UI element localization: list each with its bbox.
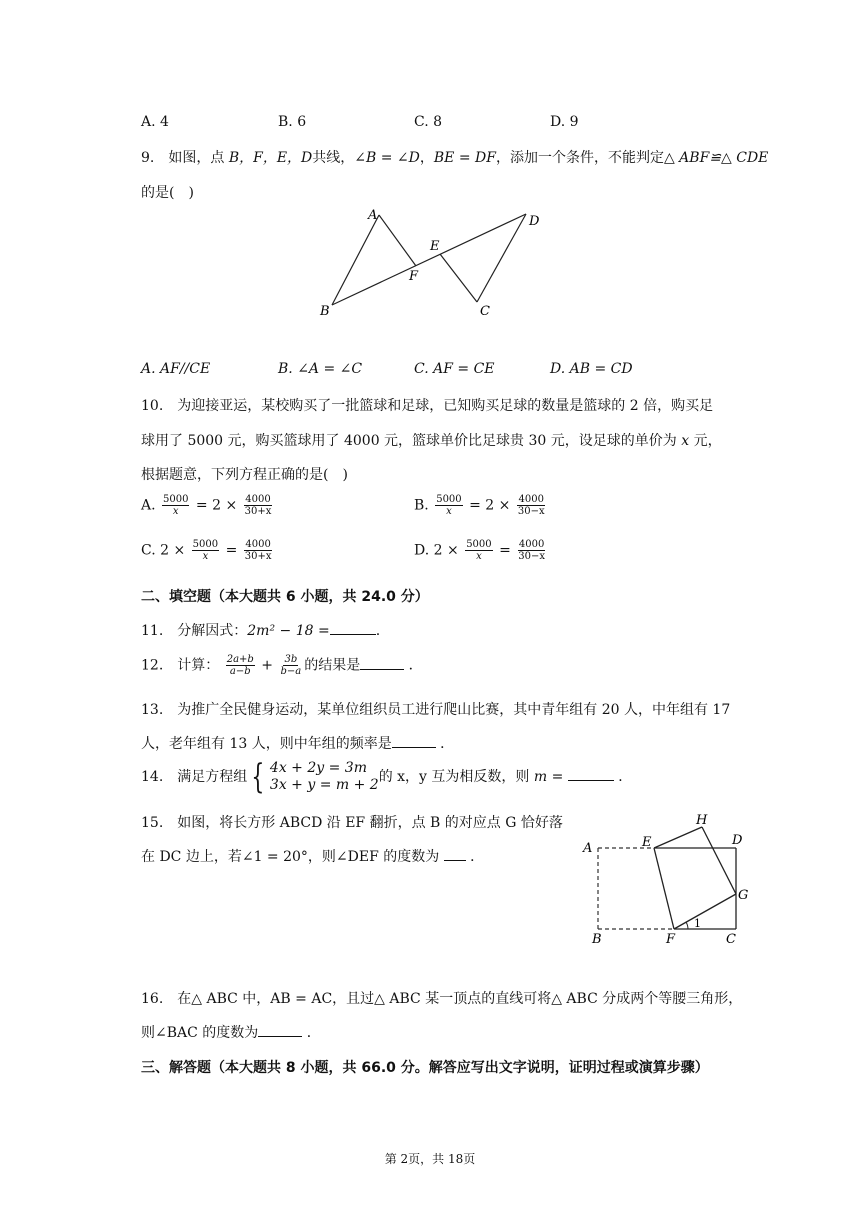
q10-d-op: 2 × bbox=[433, 542, 459, 559]
frac-num: 2a+b bbox=[226, 654, 254, 665]
q10-line2-text: 球用了 5000 元，购买篮球用了 4000 元，篮球单价比足球贵 30 元，设足球的单价为 bbox=[141, 433, 677, 449]
frac-den: x bbox=[446, 506, 452, 517]
frac-num: 4000 bbox=[245, 494, 271, 505]
q10-a-label: A. bbox=[141, 497, 156, 514]
q10-c-frac1 bbox=[192, 539, 219, 562]
q14-eq1: 4x + 2y = 3m bbox=[269, 760, 367, 776]
q11-expr: 2m² − 18 = bbox=[247, 623, 330, 639]
q10-line2-end: 元， bbox=[693, 433, 722, 449]
q10-option-a bbox=[141, 494, 274, 517]
q14 bbox=[141, 757, 633, 797]
frac-den: x bbox=[476, 551, 482, 562]
frac-den: 30+x bbox=[244, 551, 272, 562]
q16-line2-text: 则∠BAC 的度数为 bbox=[141, 1025, 259, 1041]
q10-a-frac1 bbox=[162, 494, 189, 517]
q16-line2 bbox=[141, 1022, 321, 1042]
q12-plus: + bbox=[261, 657, 274, 674]
q13-end: ． bbox=[440, 736, 455, 752]
q10-c-op: 2 × bbox=[160, 542, 186, 559]
q11-end: . bbox=[375, 623, 381, 639]
q15-label-angle1: 1 bbox=[694, 917, 701, 930]
answer-blank[interactable] bbox=[568, 780, 614, 781]
q9-points: B，F，E，D bbox=[228, 150, 313, 166]
q15-label-d: D bbox=[732, 833, 743, 848]
q15-label-c: C bbox=[726, 932, 736, 947]
q16-line1: 16. 在△ ABC 中，AB = AC，且过△ ABC 某一顶点的直线可将△ ABC 分成两个等腰三角形， bbox=[141, 991, 743, 1007]
q15-label-a: A bbox=[583, 841, 593, 856]
q10-option-d bbox=[414, 539, 548, 562]
frac-den: 30+x bbox=[244, 506, 272, 517]
q14-m-eq: m = bbox=[533, 769, 564, 785]
q10-line2 bbox=[141, 430, 722, 450]
q10-option-b bbox=[414, 494, 548, 517]
q12-suffix: 的结果是 bbox=[304, 657, 361, 674]
q10-d-frac2 bbox=[517, 539, 546, 562]
q9-stem-line2: 的是( ) bbox=[141, 185, 194, 201]
q15-label-h: H bbox=[696, 813, 708, 828]
q16-end: ． bbox=[306, 1025, 321, 1041]
q15-label-g: G bbox=[738, 888, 749, 903]
q9-option-d: D. AB = CD bbox=[550, 361, 633, 377]
q15-figure bbox=[578, 808, 753, 948]
q10-b-op: = 2 × bbox=[469, 497, 511, 514]
q15-line2 bbox=[141, 846, 484, 866]
q9-option-b: B. ∠A = ∠C bbox=[278, 361, 363, 377]
q10-c-eq: = bbox=[225, 542, 238, 559]
q9-label-a: A bbox=[368, 208, 378, 223]
frac-num: 3b bbox=[284, 654, 298, 665]
q13-line1: 13. 为推广全民健身运动，某单位组织员工进行爬山比赛，其中青年组有 20 人，中年组有 17 bbox=[141, 702, 731, 718]
q15-line1: 15. 如图，将长方形 ABCD 沿 EF 翻折，点 B 的对应点 G 恰好落 bbox=[141, 815, 563, 831]
q9-condition: ，添加一个条件，不能判定 bbox=[495, 150, 664, 166]
frac-num: 5000 bbox=[436, 494, 462, 505]
q10-option-c bbox=[141, 539, 275, 562]
frac-den: x bbox=[172, 506, 179, 517]
q10-c-label: C. bbox=[141, 542, 156, 559]
q14-prefix: 14. 满足方程组 bbox=[141, 769, 248, 785]
q13-line2 bbox=[141, 733, 454, 753]
q12-frac2 bbox=[279, 654, 302, 677]
q9-triangle-congruence: △ ABF≌△ CDE bbox=[663, 150, 769, 166]
answer-blank[interactable] bbox=[392, 747, 436, 748]
q14-end: ． bbox=[618, 769, 633, 785]
frac-num: 4000 bbox=[245, 539, 271, 550]
q15-label-b: B bbox=[592, 932, 602, 947]
q15-line2-text: 在 DC 边上，若∠1 = 20°，则∠DEF 的度数为 bbox=[141, 849, 440, 865]
frac-den: x bbox=[202, 551, 209, 562]
answer-blank[interactable] bbox=[360, 669, 404, 670]
q10-line1: 10. 为迎接亚运，某校购买了一批篮球和足球，已知购买足球的数量是篮球的 2 倍，购买足 bbox=[141, 398, 714, 414]
frac-num: 5000 bbox=[163, 494, 189, 505]
q12-prefix: 12. 计算： bbox=[141, 657, 220, 674]
q10-c-frac2 bbox=[244, 539, 273, 562]
q10-a-op: = 2 × bbox=[195, 497, 238, 514]
q9-seg-eq: BE = DF bbox=[433, 150, 496, 166]
frac-den: 30−x bbox=[518, 551, 546, 562]
frac-num: 4000 bbox=[518, 539, 545, 550]
section-heading-solutions: 三、解答题（本大题共 8 小题，共 66.0 分。解答应写出文字说明，证明过程或演算步骤） bbox=[141, 1060, 709, 1076]
q8-option-b: B. 6 bbox=[278, 114, 307, 130]
frac-den: a−b bbox=[229, 666, 251, 677]
q8-option-a: A. 4 bbox=[141, 114, 169, 130]
q11 bbox=[141, 620, 380, 640]
q8-option-c: C. 8 bbox=[414, 114, 443, 130]
q9-label-d: D bbox=[529, 214, 540, 229]
q14-equation-system bbox=[247, 757, 379, 797]
q9-mid: 共线， bbox=[312, 150, 355, 166]
q9-label-f: F bbox=[409, 269, 419, 284]
q9-label-b: B bbox=[320, 304, 330, 319]
q15-label-e: E bbox=[642, 835, 652, 850]
q10-var: x bbox=[681, 433, 690, 449]
answer-blank[interactable] bbox=[330, 634, 376, 635]
q10-line3: 根据题意，下列方程正确的是( ) bbox=[141, 467, 348, 483]
frac-num: 5000 bbox=[192, 539, 219, 550]
q10-d-label: D. bbox=[414, 542, 430, 559]
q9-label-e: E bbox=[430, 239, 440, 254]
q13-line2-text: 人，老年组有 13 人，则中年组的频率是 bbox=[141, 736, 392, 752]
section-heading-fill-in: 二、填空题（本大题共 6 小题，共 24.0 分） bbox=[141, 589, 429, 605]
q10-b-frac1 bbox=[435, 494, 462, 517]
q9-angle-eq: ∠B = ∠D bbox=[354, 150, 420, 166]
q9-figure bbox=[318, 205, 548, 325]
frac-num: 4000 bbox=[518, 494, 544, 505]
q9-option-a: A. AF//CE bbox=[141, 361, 211, 377]
frac-den: b−a bbox=[280, 666, 302, 677]
answer-blank[interactable] bbox=[444, 860, 466, 861]
q10-d-frac1 bbox=[465, 539, 492, 562]
q10-a-frac2 bbox=[244, 494, 273, 517]
q9-label-c: C bbox=[480, 304, 490, 319]
brace-icon: { bbox=[251, 757, 265, 797]
frac-den: 30−x bbox=[517, 506, 545, 517]
frac-num: 5000 bbox=[466, 539, 492, 550]
page-footer: 第 2页，共 18页 bbox=[384, 1152, 476, 1166]
q9-stem-line1: 9. 如图，点 B，F，E，D共线，∠B = ∠D，BE = DF，添加一个条件，不能判定△ ABF≌△ CDE bbox=[141, 150, 769, 166]
q10-b-label: B. bbox=[414, 497, 429, 514]
q15-end: ． bbox=[470, 849, 485, 865]
q11-prefix: 11. 分解因式： bbox=[141, 623, 248, 639]
q10-d-eq: = bbox=[499, 542, 511, 559]
q9-prefix: 9. 如图，点 bbox=[141, 150, 225, 166]
q12-frac1 bbox=[226, 654, 255, 677]
q12-end: ． bbox=[408, 657, 423, 674]
q14-eq2: 3x + y = m + 2 bbox=[269, 777, 379, 793]
q10-b-frac2 bbox=[517, 494, 546, 517]
q9-option-c: C. AF = CE bbox=[414, 361, 495, 377]
q8-option-d: D. 9 bbox=[550, 114, 579, 130]
q15-label-f: F bbox=[666, 932, 676, 947]
answer-blank[interactable] bbox=[258, 1036, 302, 1037]
q12 bbox=[141, 654, 423, 677]
q14-mid: 的 x，y 互为相反数，则 bbox=[378, 769, 530, 785]
